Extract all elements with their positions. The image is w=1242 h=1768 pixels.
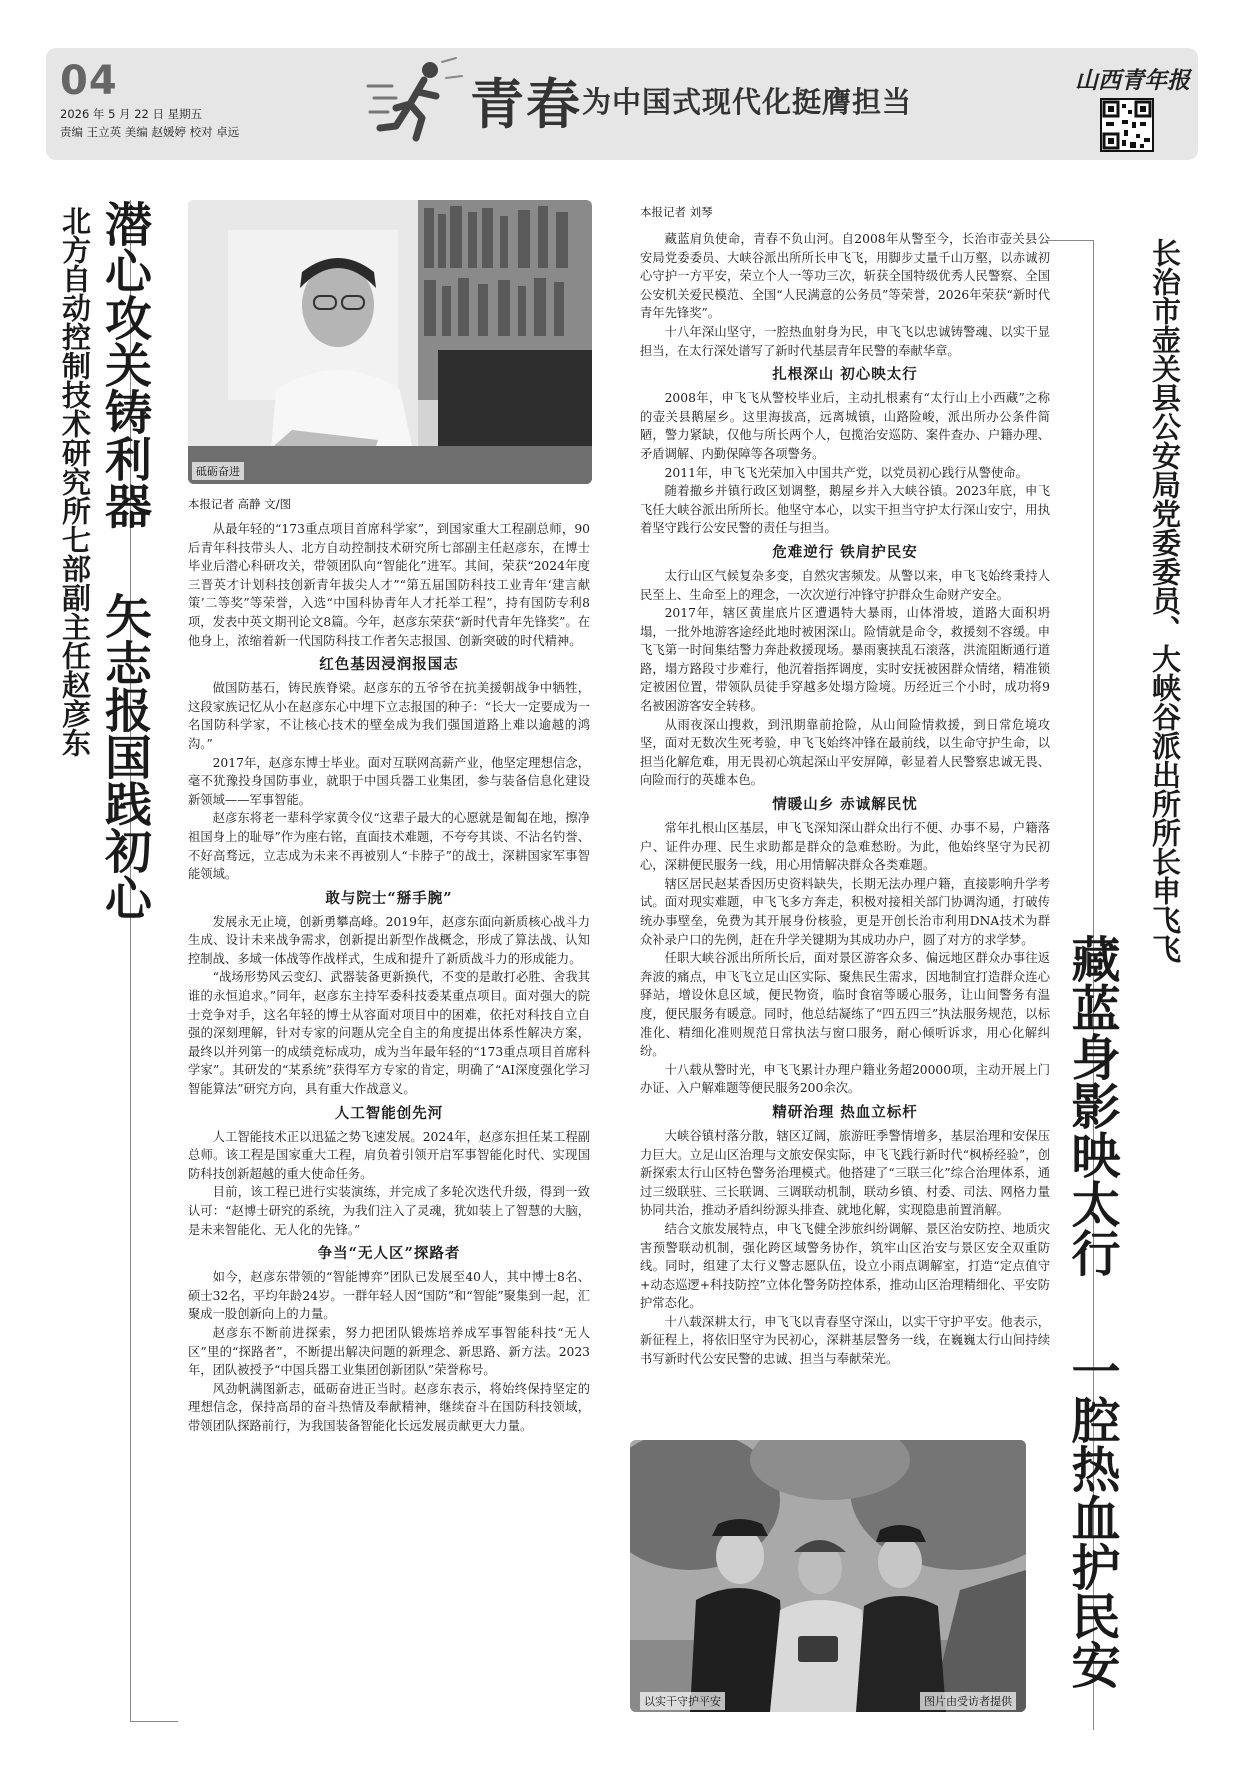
- article2-paragraph: 太行山区气候复杂多变，自然灾害频发。从警以来，申飞飞始终秉持人民至上、生命至上的理念，一次次逆行冲锋守护群众生命财产安全。: [640, 568, 1050, 602]
- article2-intro: 藏蓝肩负使命，青春不负山河。自2008年从警至今，长治市壶关县公安局党委委员、大峡谷派出所所长申飞飞，用脚步丈量千山万壑，以赤诚初心守护一方平安，荣立个人一等功三次，斩获全国特级优秀人民警察、全国公安机关爱民模范、全国“人民满意的公务员”等荣誉，2026年荣获“新时代青年先锋奖”。: [640, 232, 1050, 321]
- article1-paragraph: 做国防基石，铸民族脊梁。赵彦东的五爷爷在抗美援朝战争中牺牲，这段家族记忆从小在赵彦东心中埋下立志报国的种子：“长大一定要成为一名国防科学家，不让核心技术的壁垒成为我们强国道路上难以逾越的鸿沟。”: [188, 681, 590, 751]
- newspaper-logo: 山西青年报: [1075, 67, 1190, 94]
- article1-section-heading: 敢与院士“掰手腕”: [325, 889, 453, 907]
- header-slogan: 为中国式现代化挺膺担当: [582, 85, 913, 119]
- qr-code-icon: [1100, 98, 1154, 152]
- article2-photo: [630, 1440, 1026, 1712]
- page-number: 04: [60, 58, 118, 104]
- article2-paragraph: 从雨夜深山搜救，到汛期靠前抢险，从山间险情救援，到日常危境攻坚，面对无数次生死考验，申飞飞始终冲锋在最前线，以生命守护生命，以担当化解危难，用无畏初心筑起深山平安屏障，彰显着人民警察忠诚无畏、向险而行的英雄本色。: [640, 717, 1050, 788]
- header-slogan-big: 青春: [470, 72, 582, 136]
- article2-paragraph: 2011年，申飞飞光荣加入中国共产党，以党员初心践行从警使命。: [664, 465, 1028, 480]
- article2-paragraph: 任职大峡谷派出所所长后，面对景区游客众多、偏远地区群众办事往返奔波的痛点，申飞飞立足山区实际、聚焦民生需求，因地制宜打造群众连心驿站，增设休息区域，便民物资，临时食宿等暖心服务，让山间警务有温度，便民服务有暖意。同时，他总结凝练了“四五四三”执法服务规范，以标准化、精细化准则规范日常执法与窗口服务，耐心倾听诉求，用心化解纠纷。: [640, 951, 1050, 1059]
- article1-section-heading: 人工智能创先河: [334, 1104, 444, 1122]
- article1-intro: 从最年轻的“173重点项目首席科学家”，到国家重大工程副总师，90后青年科技带头人、北方自动控制技术研究所七部副主任赵彦东，在博士毕业后潜心科研攻关，带领团队向“智能化”进军。其间，荣获“2024年度三晋英才计划科技创新青年拔尖人才”“第五届国防科技工业青年‘建言献策’二等奖”等荣誉，入选“中国科协青年人才托举工程”，持有国防专利8项，发表中英文期刊论文8篇。今年，赵彦东荣获“新时代青年先锋奖”。在他身上，浓缩着新一代国防科技工作者矢志报国、创新突破的时代精神。: [188, 522, 590, 648]
- article1-title-line2: 矢志报国践初心: [97, 592, 152, 921]
- article2-paragraph: 2008年，申飞飞从警校毕业后，主动扎根素有“太行山上小西藏”之称的壶关县鹅屋乡。这里海拔高，远离城镇，山路险峻，派出所办公条件简陋，警力紧缺，仅他与所长两个人，包揽治安巡防、案件查办、户籍办理、矛盾调解、内勤保障等各项警务。: [640, 391, 1050, 461]
- article2-subtitle: 长治市壶关县公安局党委委员、大峡谷派出所所长申飞飞: [1148, 238, 1182, 963]
- article1-paragraph: 如今，赵彦东带领的“智能博弈”团队已发展至40人，其中博士8名、硕士32名，平均年龄24岁。一群年轻人因“国防”和“智能”聚集到一起，汇聚成一股创新向上的力量。: [188, 1270, 590, 1322]
- article2-paragraph: 大峡谷镇村落分散，辖区辽阔，旅游旺季警情增多，基层治理和安保压力巨大。立足山区治理与文旅安保实际，申飞飞践行新时代“枫桥经验”，创新探索太行山区特色警务治理模式。他搭建了“三联三化”综合治理体系，通过三级联驻、三长联调、三调联动机制，联动乡镇、村委、司法、网格力量协同共治，推动矛盾纠纷源头排查、就地化解，实现隐患前置消解。: [640, 1128, 1050, 1218]
- article2-photo-caption: 以实干守护平安: [640, 1692, 725, 1710]
- article1-subtitle: 北方自动控制技术研究所七部副主任赵彦东: [58, 206, 92, 757]
- article1-paragraph: 目前，该工程已进行实装演练，并完成了多轮次迭代升级，得到一致认可：“赵博士研究的系统，为我们注入了灵魂，犹如装上了智慧的大脑，是未来智能化、无人化的先锋。”: [188, 1185, 590, 1237]
- article2-paragraph: 十八载从警时光，申飞飞累计办理户籍业务超20000项，主动开展上门办证、入户解难题等便民服务200余次。: [640, 1062, 1050, 1096]
- article2-title-line2: 一腔热血护民安: [1064, 1346, 1122, 1689]
- article1-photo: [188, 200, 592, 484]
- editor-credits: 责编 王立英 美编 赵媛婷 校对 卓远: [60, 125, 240, 139]
- runner-icon: [366, 56, 466, 144]
- article1-photo-caption: 砥砺奋进: [192, 462, 244, 480]
- article1-body: [188, 520, 590, 1436]
- article2-title-line1: 藏蓝身影映太行: [1064, 934, 1122, 1277]
- article1-paragraph: “战场形势风云变幻、武器装备更新换代，不变的是敢打必胜、舍我其谁的永恒追求。”同年，赵彦东主持军委科技委某重点项目。面对强大的院士竞争对手，这名年轻的博士从容面对项目中的困难，依托对科技自立自强的深刻理解，针对专家的问题从完全自主的角度提出体系性解决方案，最终以并列第一的成绩竞标成功，成为当年最年轻的“173重点项目首席科学家”。其研发的“某系统”获得军方专家的肯定，明确了“AI深度强化学习智能算法”研究方向，具有重大作战意义。: [188, 970, 590, 1097]
- article1-paragraph: 风劲帆满图新志，砥砺奋进正当时。赵彦东表示，将始终保持坚定的理想信念，保持高昂的奋斗热情及奉献精神，继续奋斗在国防科技领域，带领团队探路前行，为我国装备智能化长远发展贡献更大力量。: [188, 1381, 590, 1433]
- article2-paragraph: 十八载深耕太行，申飞飞以青春坚守深山，以实干守护平安。他表示，新征程上，将依旧坚守为民初心，深耕基层警务一线，在巍巍太行山间持续书写新时代公安民警的忠诚、担当与奉献荣光。: [640, 1314, 1050, 1367]
- article1-section-heading: 红色基因浸润报国志: [319, 656, 459, 674]
- article2-body: [640, 230, 1050, 1369]
- article2-section-heading: 情暖山乡 赤诚解民忧: [772, 796, 918, 814]
- article2-paragraph: 2017年，辖区黄崖底片区遭遇特大暴雨，山体滑坡，道路大面积坍塌，一批外地游客途经此地时被困深山。险情就是命令，救援刻不容缓。申飞飞第一时间集结警力奔赴救援现场。暴雨裹挟乱石滚落，洪流阻断通行道路，塌方路段寸步难行，他沉着指挥调度，实时安抚被困群众情绪，精准锁定被困位置，带领队员徒手穿越多处塌方险境。历经近三个小时，成功将9名被困游客安全转移。: [640, 606, 1050, 714]
- article1-section-heading: 争当“无人区”探路者: [317, 1245, 461, 1263]
- article2-section-heading: 精研治理 热血立标杆: [772, 1103, 918, 1121]
- article2-byline: 本报记者 刘琴: [640, 205, 713, 219]
- article2-paragraph: 常年扎根山区基层，申飞飞深知深山群众出行不便、办事不易，户籍落户、证件办理、民生求助都是群众的急难愁盼。为此，他始终坚守为民初心，深耕便民服务一线，用心用情解决群众各类难题。: [640, 821, 1050, 873]
- article2-paragraph: 随着撤乡并镇行政区划调整，鹅屋乡并入大峡谷镇。2023年底，申飞飞任大峡谷派出所所长。他坚守本心，以实干担当守护太行深山安宁，用执着坚守践行公安民警的责任与担当。: [640, 484, 1050, 536]
- article2-paragraph: 辖区居民赵某香因历史资料缺失，长期无法办理户籍，直接影响升学考试。面对现实难题，申飞飞多方奔走，积极对接相关部门协调沟通，打破传统办事壁垒，免费为其开展身份核验，更是开创长治市利用DNA技术为群众补录户口的先例，赶在升学关键期为其成功办户，圆了对方的求学梦。: [640, 876, 1050, 947]
- article2-paragraph: 结合文旅发展特点，申飞飞健全涉旅纠纷调解、景区治安防控、地质灾害预警联动机制，强化跨区域警务协作，筑牢山区治安与景区安全双重防线。同时，组建了太行义警志愿队伍，设立小雨点调解室，打造“定点值守+动态巡逻+科技防控”立体化警务防控体系，推动山区治理精细化、平安防护常态化。: [640, 1221, 1050, 1311]
- article1-paragraph: 2017年，赵彦东博士毕业。面对互联网高薪产业，他坚定理想信念，毫不犹豫投身国防事业，就职于中国兵器工业集团，参与装备信息化建设新领域——军事智能。: [188, 755, 590, 807]
- article1-paragraph: 赵彦东不断前进探索，努力把团队锻炼培养成军事智能科技“无人区”里的“探路者”，不断提出解决问题的新理念、新思路、新方法。2023年，团队被授予“中国兵器工业集团创新团队”荣誉称号。: [188, 1325, 590, 1378]
- article2-section-heading: 扎根深山 初心映太行: [772, 366, 918, 384]
- issue-date: 2026 年 5 月 22 日 星期五: [60, 107, 203, 121]
- article1-paragraph: 赵彦东将老一辈科学家黄令仪“这辈子最大的心愿就是匍匐在地，擦净祖国身上的耻辱”作为座右铭，直面技术难题，不夸夸其谈、不沾名钓誉、不好高骛远，立志成为未来不再被别人“卡脖子”的战士，深耕国家军事智能领域。: [188, 811, 590, 882]
- article1-byline: 本报记者 高静 文/图: [188, 497, 292, 511]
- article1-title-line1: 潜心攻关铸利器: [97, 200, 152, 529]
- article1-paragraph: 发展永无止境，创新勇攀高峰。2019年，赵彦东面向新质核心战斗力生成、设计未来战争需求，创新提出新型作战概念，形成了算法战、认知控制战、多域一体战等作战样式，生成和提升了新质战斗力的形成能力。: [188, 914, 590, 966]
- article2-section-heading: 危难逆行 铁肩护民安: [772, 543, 918, 561]
- article2-photo-credit: 图片由受访者提供: [920, 1692, 1016, 1710]
- article2-intro: 十八年深山坚守，一腔热血射身为民，申飞飞以忠诚铸警魂、以实干显担当，在太行深处谱写了新时代基层青年民警的奉献华章。: [640, 324, 1050, 358]
- article1-paragraph: 人工智能技术正以迅猛之势飞速发展。2024年，赵彦东担任某工程副总师。该工程是国家重大工程，肩负着引领开启军事智能化时代、实现国防科技创新超越的重大使命任务。: [188, 1129, 590, 1181]
